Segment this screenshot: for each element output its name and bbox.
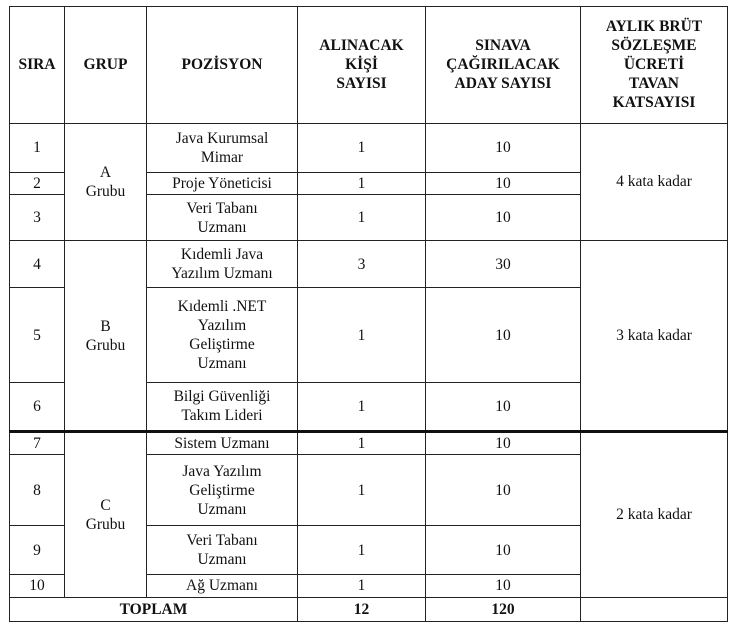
table-row [10, 123, 728, 172]
cell-alinacak: 1 [298, 432, 426, 455]
cell-sinava: 30 [426, 241, 581, 288]
cell-sinava: 10 [426, 288, 581, 382]
cell-sira: 1 [10, 123, 65, 172]
cell-alinacak: 1 [298, 526, 426, 574]
header-alinacak: ALINACAK KİŞİ SAYISI [298, 7, 426, 124]
cell-pozisyon: Sistem Uzmanı [147, 432, 298, 455]
cell-pozisyon: Java Kurumsal Mimar [147, 123, 298, 172]
cell-sira: 9 [10, 526, 65, 574]
cell-sinava: 10 [426, 194, 581, 240]
table-row [10, 432, 728, 455]
group-c-ucret: 2 kata kadar [581, 432, 728, 598]
cell-sira: 10 [10, 574, 65, 597]
group-b-ucret: 3 kata kadar [581, 241, 728, 432]
total-empty [581, 597, 728, 621]
cell-sinava: 10 [426, 526, 581, 574]
cell-sira: 7 [10, 432, 65, 455]
cell-alinacak: 3 [298, 241, 426, 288]
header-ucret: AYLIK BRÜT SÖZLEŞME ÜCRETİ TAVAN KATSAYISI [581, 7, 728, 124]
header-sinava: SINAVA ÇAĞIRILACAK ADAY SAYISI [426, 7, 581, 124]
cell-sira: 6 [10, 382, 65, 431]
cell-alinacak: 1 [298, 288, 426, 382]
cell-pozisyon: Proje Yöneticisi [147, 172, 298, 194]
cell-sinava: 10 [426, 123, 581, 172]
positions-table [9, 6, 728, 622]
cell-sinava: 10 [426, 382, 581, 431]
header-pozisyon: POZİSYON [147, 7, 298, 124]
cell-pozisyon: Bilgi Güvenliği Takım Lideri [147, 382, 298, 431]
total-label: TOPLAM [10, 597, 298, 621]
cell-sira: 5 [10, 288, 65, 382]
group-c-label: C Grubu [65, 432, 147, 598]
cell-sinava: 10 [426, 455, 581, 526]
cell-sira: 4 [10, 241, 65, 288]
group-a-ucret: 4 kata kadar [581, 123, 728, 241]
cell-pozisyon: Veri Tabanı Uzmanı [147, 526, 298, 574]
cell-pozisyon: Kıdemli .NET Yazılım Geliştirme Uzmanı [147, 288, 298, 382]
cell-pozisyon: Java Yazılım Geliştirme Uzmanı [147, 455, 298, 526]
cell-sira: 2 [10, 172, 65, 194]
cell-alinacak: 1 [298, 194, 426, 240]
cell-pozisyon: Veri Tabanı Uzmanı [147, 194, 298, 240]
header-sira: SIRA [10, 7, 65, 124]
total-sinava: 120 [426, 597, 581, 621]
group-b-label: B Grubu [65, 241, 147, 432]
table-row [10, 241, 728, 288]
total-row [10, 597, 728, 621]
cell-alinacak: 1 [298, 172, 426, 194]
header-row [10, 7, 728, 124]
group-a-label: A Grubu [65, 123, 147, 241]
cell-sira: 3 [10, 194, 65, 240]
cell-sinava: 10 [426, 574, 581, 597]
header-grup: GRUP [65, 7, 147, 124]
cell-sinava: 10 [426, 172, 581, 194]
cell-alinacak: 1 [298, 574, 426, 597]
cell-alinacak: 1 [298, 455, 426, 526]
cell-sira: 8 [10, 455, 65, 526]
cell-pozisyon: Kıdemli Java Yazılım Uzmanı [147, 241, 298, 288]
cell-pozisyon: Ağ Uzmanı [147, 574, 298, 597]
cell-alinacak: 1 [298, 123, 426, 172]
cell-sinava: 10 [426, 432, 581, 455]
cell-alinacak: 1 [298, 382, 426, 431]
total-alinacak: 12 [298, 597, 426, 621]
